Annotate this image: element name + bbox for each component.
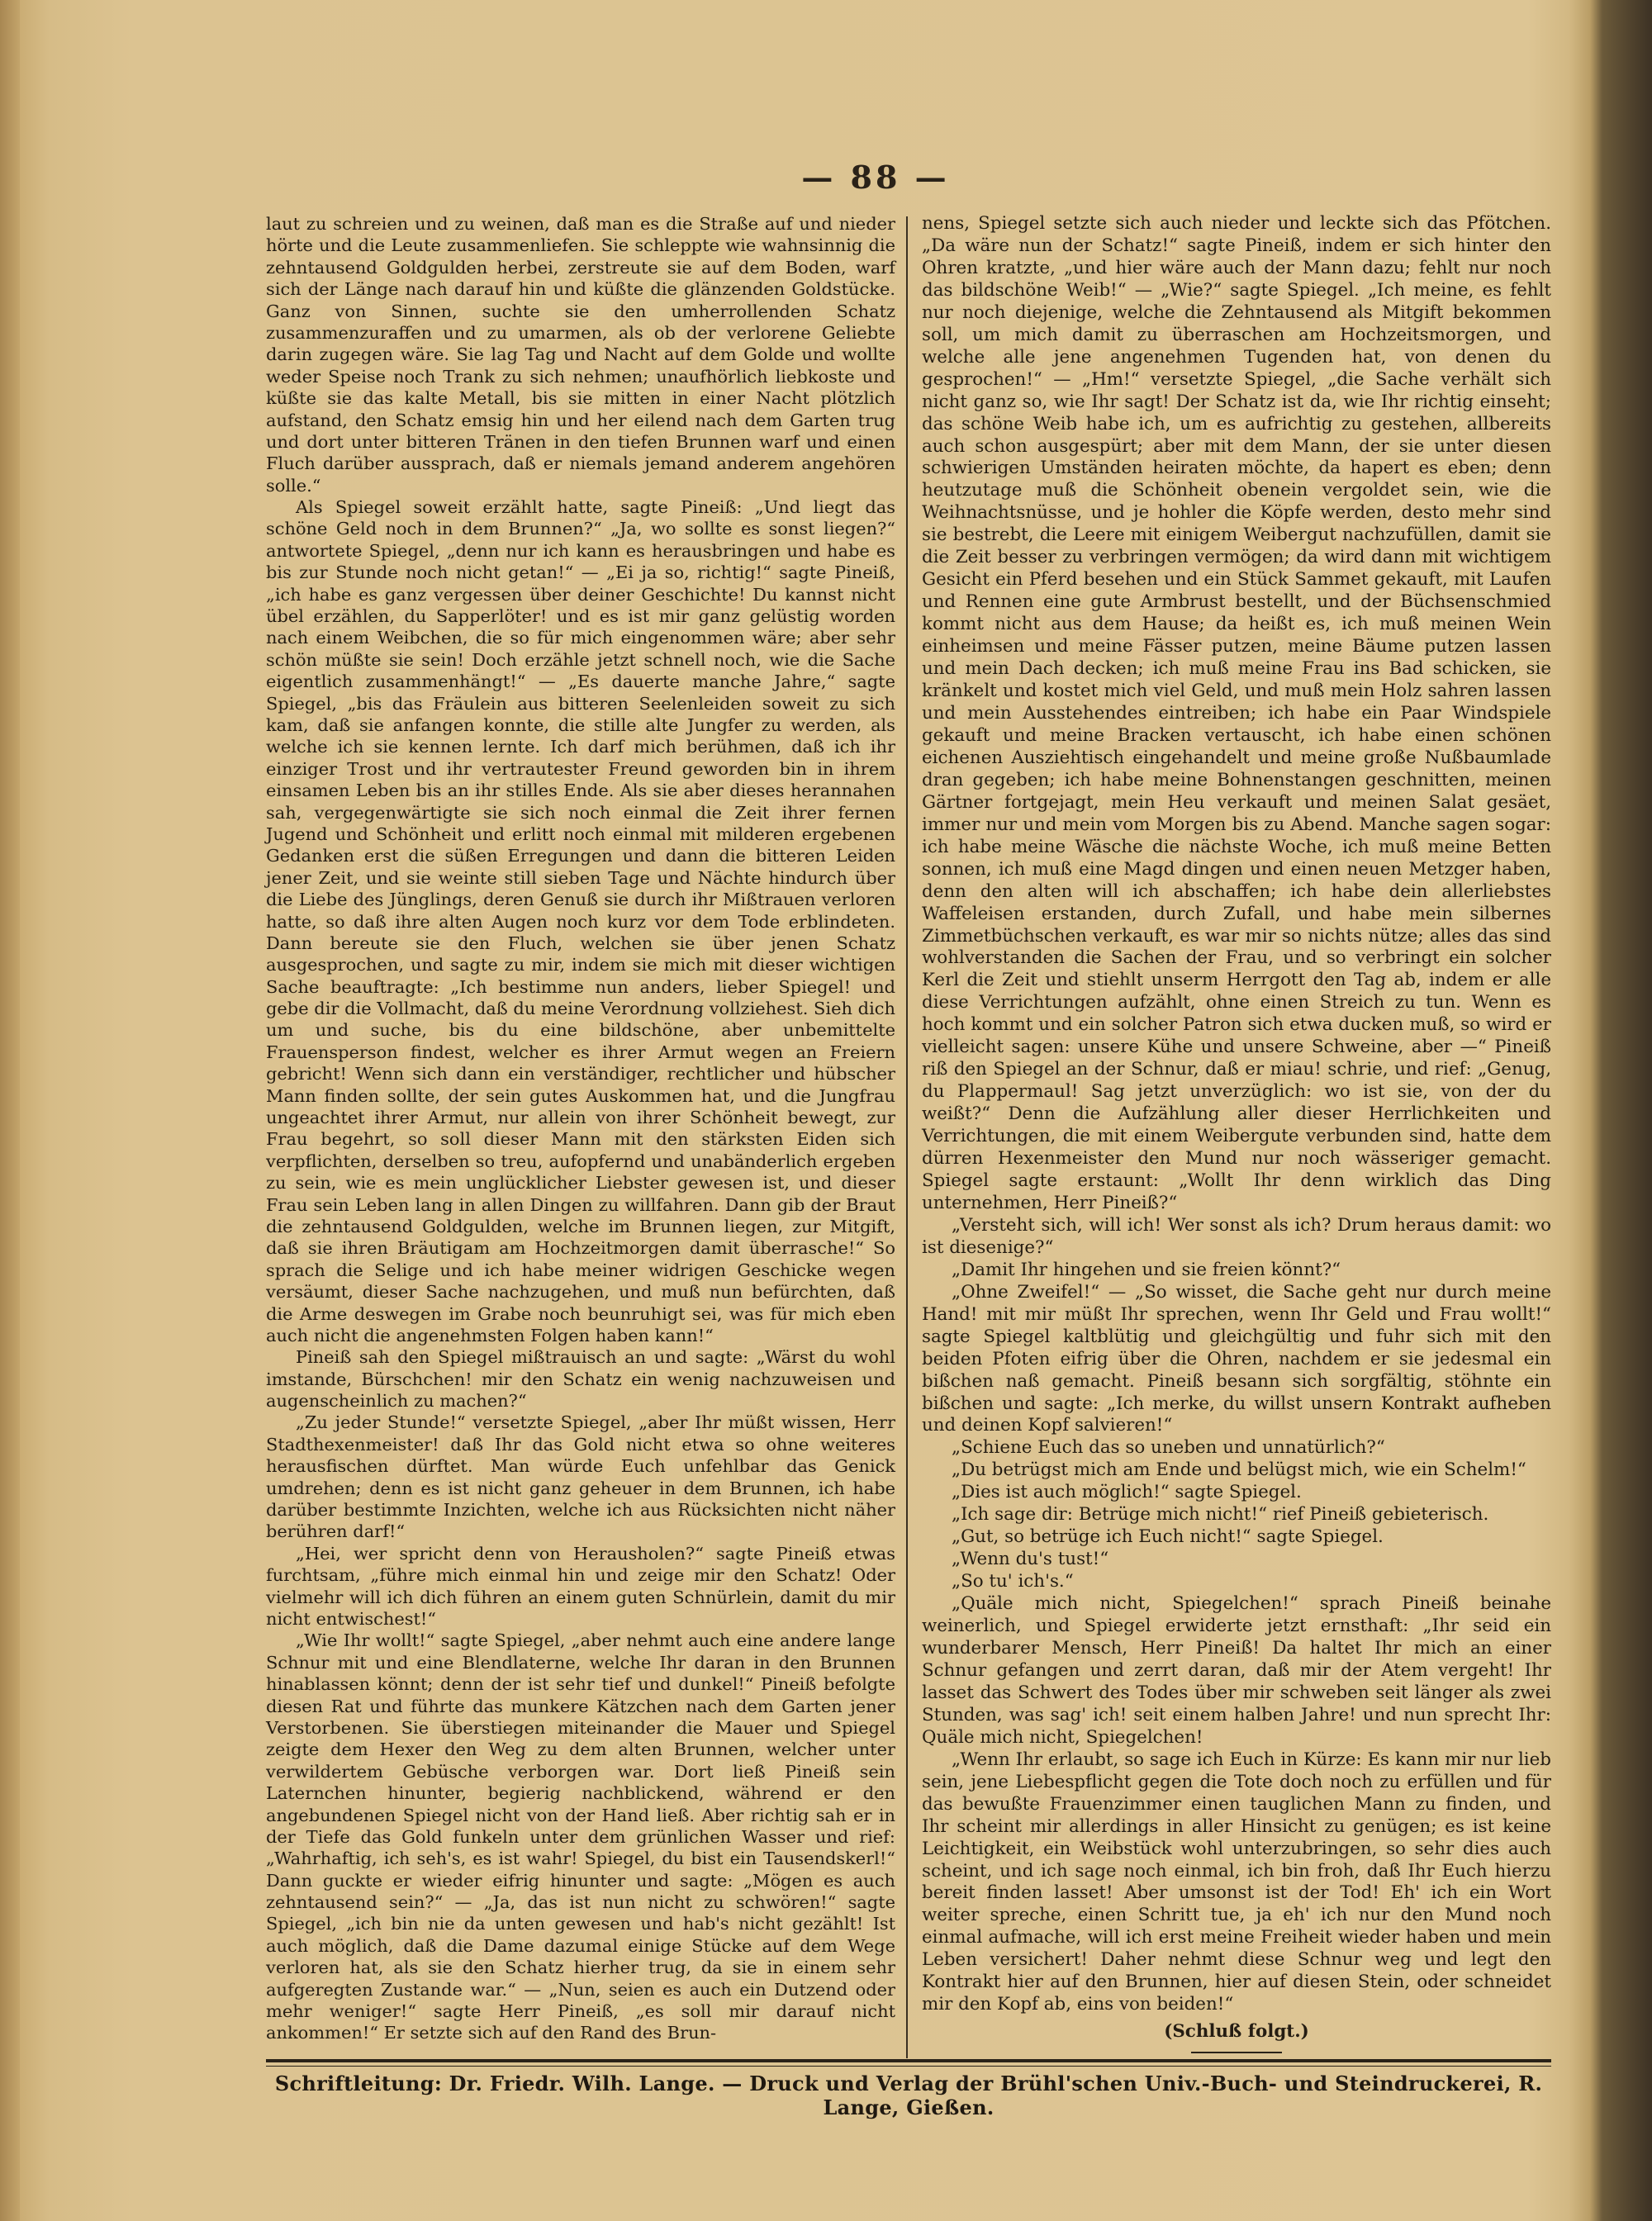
paragraph: „Zu jeder Stunde!“ versetzte Spiegel, „aber Ihr müßt wissen, Herr Stadthexenmeister! daß Ihr das Gold nicht etwa so ohne weiteres herausfischen dürftet. Man würde Euch unfehlbar das Genick umdrehen; denn es ist nicht ganz geheuer in dem Brunnen, ich habe darüber bestimmte Inzichten, welche ich aus Rücksichten nicht näher berühren darf!“ [266, 1412, 895, 1542]
right-text-column [922, 213, 1551, 2053]
paragraph: „Schiene Euch das so uneben und unnatürlich?“ [952, 1437, 1385, 1459]
paragraph: „So tu' ich's.“ [952, 1571, 1074, 1592]
paragraph: „Versteht sich, will ich! Wer sonst als ich? Drum heraus damit: wo ist diesenige?“ [922, 1214, 1551, 1258]
paragraph: nens, Spiegel setzte sich auch nieder und leckte sich das Pfötchen. „Da wäre nun der Schatz!“ sagte Pineiß, indem er sich hinter den Ohren kratzte, „und hier wäre auch der Mann dazu; fehlt nur noch das bildschöne Weib!“ — „Wie?“ sagte Spiegel. „Ich meine, es fehlt nur noch diejenige, welche die Zehntausend als Mitgift bekommen soll, um mich damit zu überraschen am Hochzeitsmorgen, und welche alle jene angenehmen Tugenden hat, von denen du gesprochen!“ — „Hm!“ versetzte Spiegel, „die Sache verhält sich nicht ganz so, wie Ihr sagt! Der Schatz ist da, wie Ihr richtig einseht; das schöne Weib habe ich, um es aufrichtig zu gestehen, allbereits auch schon ausgespürt; aber mit dem Mann, der sie unter diesen schwierigen Umständen heiraten möchte, da hapert es eben; denn heutzutage muß die Schönheit obenein vergoldet sein, wie die Weihnachtsnüsse, und je hohler die Köpfe werden, desto mehr sind sie bestrebt, die Leere mit einigem Weibergut nachzufüllen, damit sie die Zeit besser zu verbringen vermögen; da wird dann mit wichtigem Gesicht ein Pferd besehen und ein Stück Sammet gekauft, mit Laufen und Rennen eine gute Armbrust bestellt, und der Büchsenschmied kommt nicht aus dem Hause; da heißt es, ich muß meinen Wein einheimsen und meine Fässer putzen, meine Bäume putzen lassen und mein Dach decken; ich muß meine Frau ins Bad schicken, sie kränkelt und kostet mich viel Geld, und muß mein Holz sahren lassen und mein Ausstehendes eintreiben; ich habe ein Paar Windspiele gekauft und meine Bracken vertauscht, ich habe einen schönen eichenen Ausziehtisch eingehandelt und meine große Nußbaumlade dran gegeben; ich habe meine Bohnenstangen geschnitten, meinen Gärtner fortgejagt, mein Heu verkauft und meinen Salat gesäet, immer nur und mein vom Morgen bis zu Abend. Manche sagen sogar: ich habe meine Wäsche die nächste Woche, ich muß meine Betten sonnen, ich muß eine Magd dingen und einen neuen Metzger haben, denn den alten will ich abschaffen; ich habe dein allerliebstes Waffeleisen erstanden, durch Zufall, und habe mein silbernes Zimmetbüchschen verkauft, es war mir so nichts nütze; alles das sind wohlverstanden die Sachen der Frau, und so verbringt ein solcher Kerl die Zeit und stiehlt unserm Herrgott den Tag ab, indem er alle diese Verrichtungen aufzählt, ohne einen Streich zu tun. Wenn es hoch kommt und ein solcher Patron sich etwa ducken muß, so wird er vielleicht sagen: unsere Kühe und unsere Schweine, aber —“ Pineiß riß den Spiegel an der Schnur, daß er miau! schrie, und rief: „Genug, du Plappermaul! Sag jetzt unverzüglich: wo ist sie, von der du weißt?“ Denn die Aufzählung aller dieser Herrlichkeiten und Verrichtungen, die mit einem Weibergute verbunden sind, hatte dem dürren Hexenmeister den Mund nur noch wässeriger gemacht. Spiegel sagte erstaunt: „Wollt Ihr denn wirklich das Ding unternehmen, Herr Pineiß?“ [922, 213, 1551, 1213]
paragraph: Pineiß sah den Spiegel mißtrauisch an und sagte: „Wärst du wohl imstande, Bürschchen! mir den Schatz ein wenig nachzuweisen und augenscheinlich zu machen?“ [266, 1347, 895, 1412]
paragraph: „Wenn Ihr erlaubt, so sage ich Euch in Kürze: Es kann mir nur lieb sein, jene Liebespflicht gegen die Tote doch noch zu erfüllen und für das bewußte Frauenzimmer einen tauglichen Mann zu finden, und Ihr scheint mir allerdings in aller Hinsicht zu genügen; es ist keine Leichtigkeit, ein Weibstück wohl unterzubringen, so sehr dies auch scheint, und ich sage noch einmal, ich bin froh, daß Ihr Euch hierzu bereit finden lasset! Aber umsonst ist der Tod! Eh' ich ein Wort weiter spreche, einen Schritt tue, ja eh' ich nur den Mund noch einmal aufmache, will ich erst meine Freiheit wieder haben und mein Leben versichert! Daher nehmt diese Schnur weg und legt den Kontrakt hier auf den Brunnen, hier auf diesen Stein, oder schneidet mir den Kopf ab, eins von beiden!“ [922, 1749, 1551, 2015]
paragraph: Als Spiegel soweit erzählt hatte, sagte Pineiß: „Und liegt das schöne Geld noch in dem Brunnen?“ „Ja, wo sollte es sonst liegen?“ antwortete Spiegel, „denn nur ich kann es herausbringen und habe es bis zur Stunde noch nicht getan!“ — „Ei ja so, richtig!“ sagte Pineiß, „ich habe es ganz vergessen über deiner Geschichte! Du kannst nicht übel erzählen, du Sapperlöter! und es ist mir ganz gelüstig worden nach einem Weibchen, die so für mich eingenommen wäre; aber sehr schön müßte sie sein! Doch erzähle jetzt schnell noch, wie die Sache eigentlich zusammenhängt!“ — „Es dauerte manche Jahre,“ sagte Spiegel, „bis das Fräulein aus bitteren Seelenleiden soweit zu sich kam, daß sie anfangen konnte, die stille alte Jungfer zu werden, als welche ich sie kennen lernte. Ich darf mich berühmen, daß ich ihr einziger Trost und ihr vertrautester Freund geworden bin in ihrem einsamen Leben bis an ihr stilles Ende. Als sie aber dieses herannahen sah, vergegenwärtigte sie sich noch einmal die Zeit ihrer fernen Jugend und Schönheit und erlitt noch einmal mit milderen ergebenen Gedanken erst die süßen Erregungen und dann die bitteren Leiden jener Zeit, und sie weinte still sieben Tage und Nächte hindurch über die Liebe des Jünglings, deren Genuß sie durch ihr Mißtrauen verloren hatte, so daß ihre alten Augen noch kurz vor dem Tode erblindeten. Dann bereute sie den Fluch, welchen sie über jenen Schatz ausgesprochen, und sagte zu mir, indem sie mich mit dieser wichtigen Sache beauftragte: „Ich bestimme nun anders, lieber Spiegel! und gebe dir die Vollmacht, daß du meine Verordnung vollziehest. Sieh dich um und suche, bis du eine bildschöne, aber unbemittelte Frauensperson findest, welcher es ihrer Armut wegen an Freiern gebricht! Wenn sich dann ein verständiger, rechtlicher und hübscher Mann finden sollte, der sein gutes Auskommen hat, und die Jungfrau ungeachtet ihrer Armut, nur allein von ihrer Schönheit bewegt, zur Frau begehrt, so soll dieser Mann mit den stärksten Eiden sich verpflichten, derselben so treu, aufopfernd und unabänderlich ergeben zu sein, wie es mein unglücklicher Liebster gewesen ist, und dieser Frau sein Leben lang in allen Dingen zu willfahren. Dann gib der Braut die zehntausend Goldgulden, welche im Brunnen liegen, zur Mitgift, daß sie ihren Bräutigam am Hochzeitmorgen damit überrasche!“ So sprach die Selige und ich habe meiner widrigen Geschicke wegen versäumt, dieser Sache nachzugehen, und muß nun befürchten, daß die Arme deswegen im Grabe noch beunruhigt sei, was für mich eben auch nicht die angenehmsten Folgen haben kann!“ [266, 497, 895, 1345]
paragraph: „Du betrügst mich am Ende und belügst mich, wie ein Schelm!“ [952, 1459, 1526, 1481]
paragraph: „Gut, so betrüge ich Euch nicht!“ sagte Spiegel. [952, 1526, 1384, 1548]
column-divider [906, 216, 908, 2058]
paragraph: laut zu schreien und zu weinen, daß man es die Straße auf und nieder hörte und die Leute zusammenliefen. Sie schleppte wie wahnsinnig die zehntausend Goldgulden herbei, zerstreute sie auf dem Boden, warf sich der Länge nach darauf hin und küßte die glänzenden Goldstücke. Ganz von Sinnen, suchte sie den umherrollenden Schatz zusammenzuraffen und zu umarmen, als ob der verlorene Geliebte darin zugegen wäre. Sie lag Tag und Nacht auf dem Golde und wollte weder Speise noch Trank zu sich nehmen; unaufhörlich liebkoste und küßte sie das kalte Metall, bis sie mitten in einer Nacht plötzlich aufstand, den Schatz emsig hin und her eilend nach dem Garten trug und dort unter bitteren Tränen in den tiefen Brunnen warf und einen Fluch darüber aussprach, daß er niemals jemand anderem angehören solle.“ [266, 214, 895, 496]
page-number: — 88 — [801, 159, 950, 196]
paragraph: „Quäle mich nicht, Spiegelchen!“ sprach Pineiß beinahe weinerlich, und Spiegel erwiderte jetzt ernsthaft: „Ihr seid ein wunderbarer Mensch, Herr Pineiß! Da haltet Ihr mich an einer Schnur gefangen und zerrt daran, daß mir der Atem vergeht! Ihr lasset das Schwert des Todes über mir schweben seit länger als zwei Stunden, was sag' ich! seit einem halben Jahre! und nun sprecht Ihr: Quäle mich nicht, Spiegelchen! [922, 1593, 1551, 1748]
footer-rule-thin [266, 2066, 1551, 2067]
continuation-note: (Schluß folgt.) [1164, 2021, 1309, 2043]
end-rule [1191, 2052, 1282, 2053]
paragraph: „Ich sage dir: Betrüge mich nicht!“ rief Pineiß gebieterisch. [952, 1504, 1489, 1526]
page-binding-edge [0, 0, 20, 2221]
paragraph: „Hei, wer spricht denn von Herausholen?“ sagte Pineiß etwas furchtsam, „führe mich einmal hin und zeige mir den Schatz! Oder vielmehr will ich dich führen an einem guten Schnürlein, damit du mir nicht entwischest!“ [266, 1543, 895, 1629]
paragraph: „Damit Ihr hingehen und sie freien könnt?“ [952, 1259, 1341, 1280]
imprint-footer: Schriftleitung: Dr. Friedr. Wilh. Lange. — Druck und Verlag der Brühl'schen Univ.-Buch- und Steindruckerei, R. Lange, Gießen. [274, 2072, 1543, 2119]
footer-rule-thick [266, 2059, 1551, 2062]
paragraph: „Wenn du's tust!“ [952, 1549, 1109, 1570]
paragraph: „Dies ist auch möglich!“ sagte Spiegel. [952, 1482, 1302, 1503]
paragraph: „Wie Ihr wollt!“ sagte Spiegel, „aber nehmt auch eine andere lange Schnur mit und eine Blendlaterne, welche Ihr daran in den Brunnen hinablassen könnt; denn der ist sehr tief und dunkel!“ Pineiß befolgte diesen Rat und führte das munkere Kätzchen nach dem Garten jener Verstorbenen. Sie überstiegen miteinander die Mauer und Spiegel zeigte dem Hexer den Weg zu dem alten Brunnen, welcher unter verwildertem Gebüsche verborgen war. Dort ließ Pineiß sein Laternchen hinunter, begierig nachblickend, während er den angebundenen Spiegel nicht von der Hand ließ. Aber richtig sah er in der Tiefe das Gold funkeln unter dem grünlichen Wasser und rief: „Wahrhaftig, ich seh's, es ist wahr! Spiegel, du bist ein Tausendskerl!“ Dann guckte er wieder eifrig hinunter und sagte: „Mögen es auch zehntausend sein?“ — „Ja, das ist nun nicht zu schwören!“ sagte Spiegel, „ich bin nie da unten gewesen und hab's nicht gezählt! Ist auch möglich, daß die Dame dazumal einige Stücke auf dem Wege verloren hat, als sie den Schatz hierher trug, da sie in einem sehr aufgeregten Zustande war.“ — „Nun, seien es auch ein Dutzend oder mehr weniger!“ sagte Herr Pineiß, „es soll mir darauf nicht ankommen!“ Er setzte sich auf den Rand des Brun- [266, 1630, 895, 2043]
left-text-column [266, 213, 895, 2044]
paragraph: „Ohne Zweifel!“ — „So wisset, die Sache geht nur durch meine Hand! mit mir müßt Ihr sprechen, wenn Ihr Geld und Frau wollt!“ sagte Spiegel kaltblütig und gleichgültig und fuhr sich mit den beiden Pfoten eifrig über die Ohren, nachdem er sie jedesmal ein bißchen naß gemacht. Pineiß besann sich sorgfältig, stöhnte ein bißchen und sagte: „Ich merke, du willst unsern Kontrakt aufheben und deinen Kopf salvieren!“ [922, 1281, 1551, 1436]
